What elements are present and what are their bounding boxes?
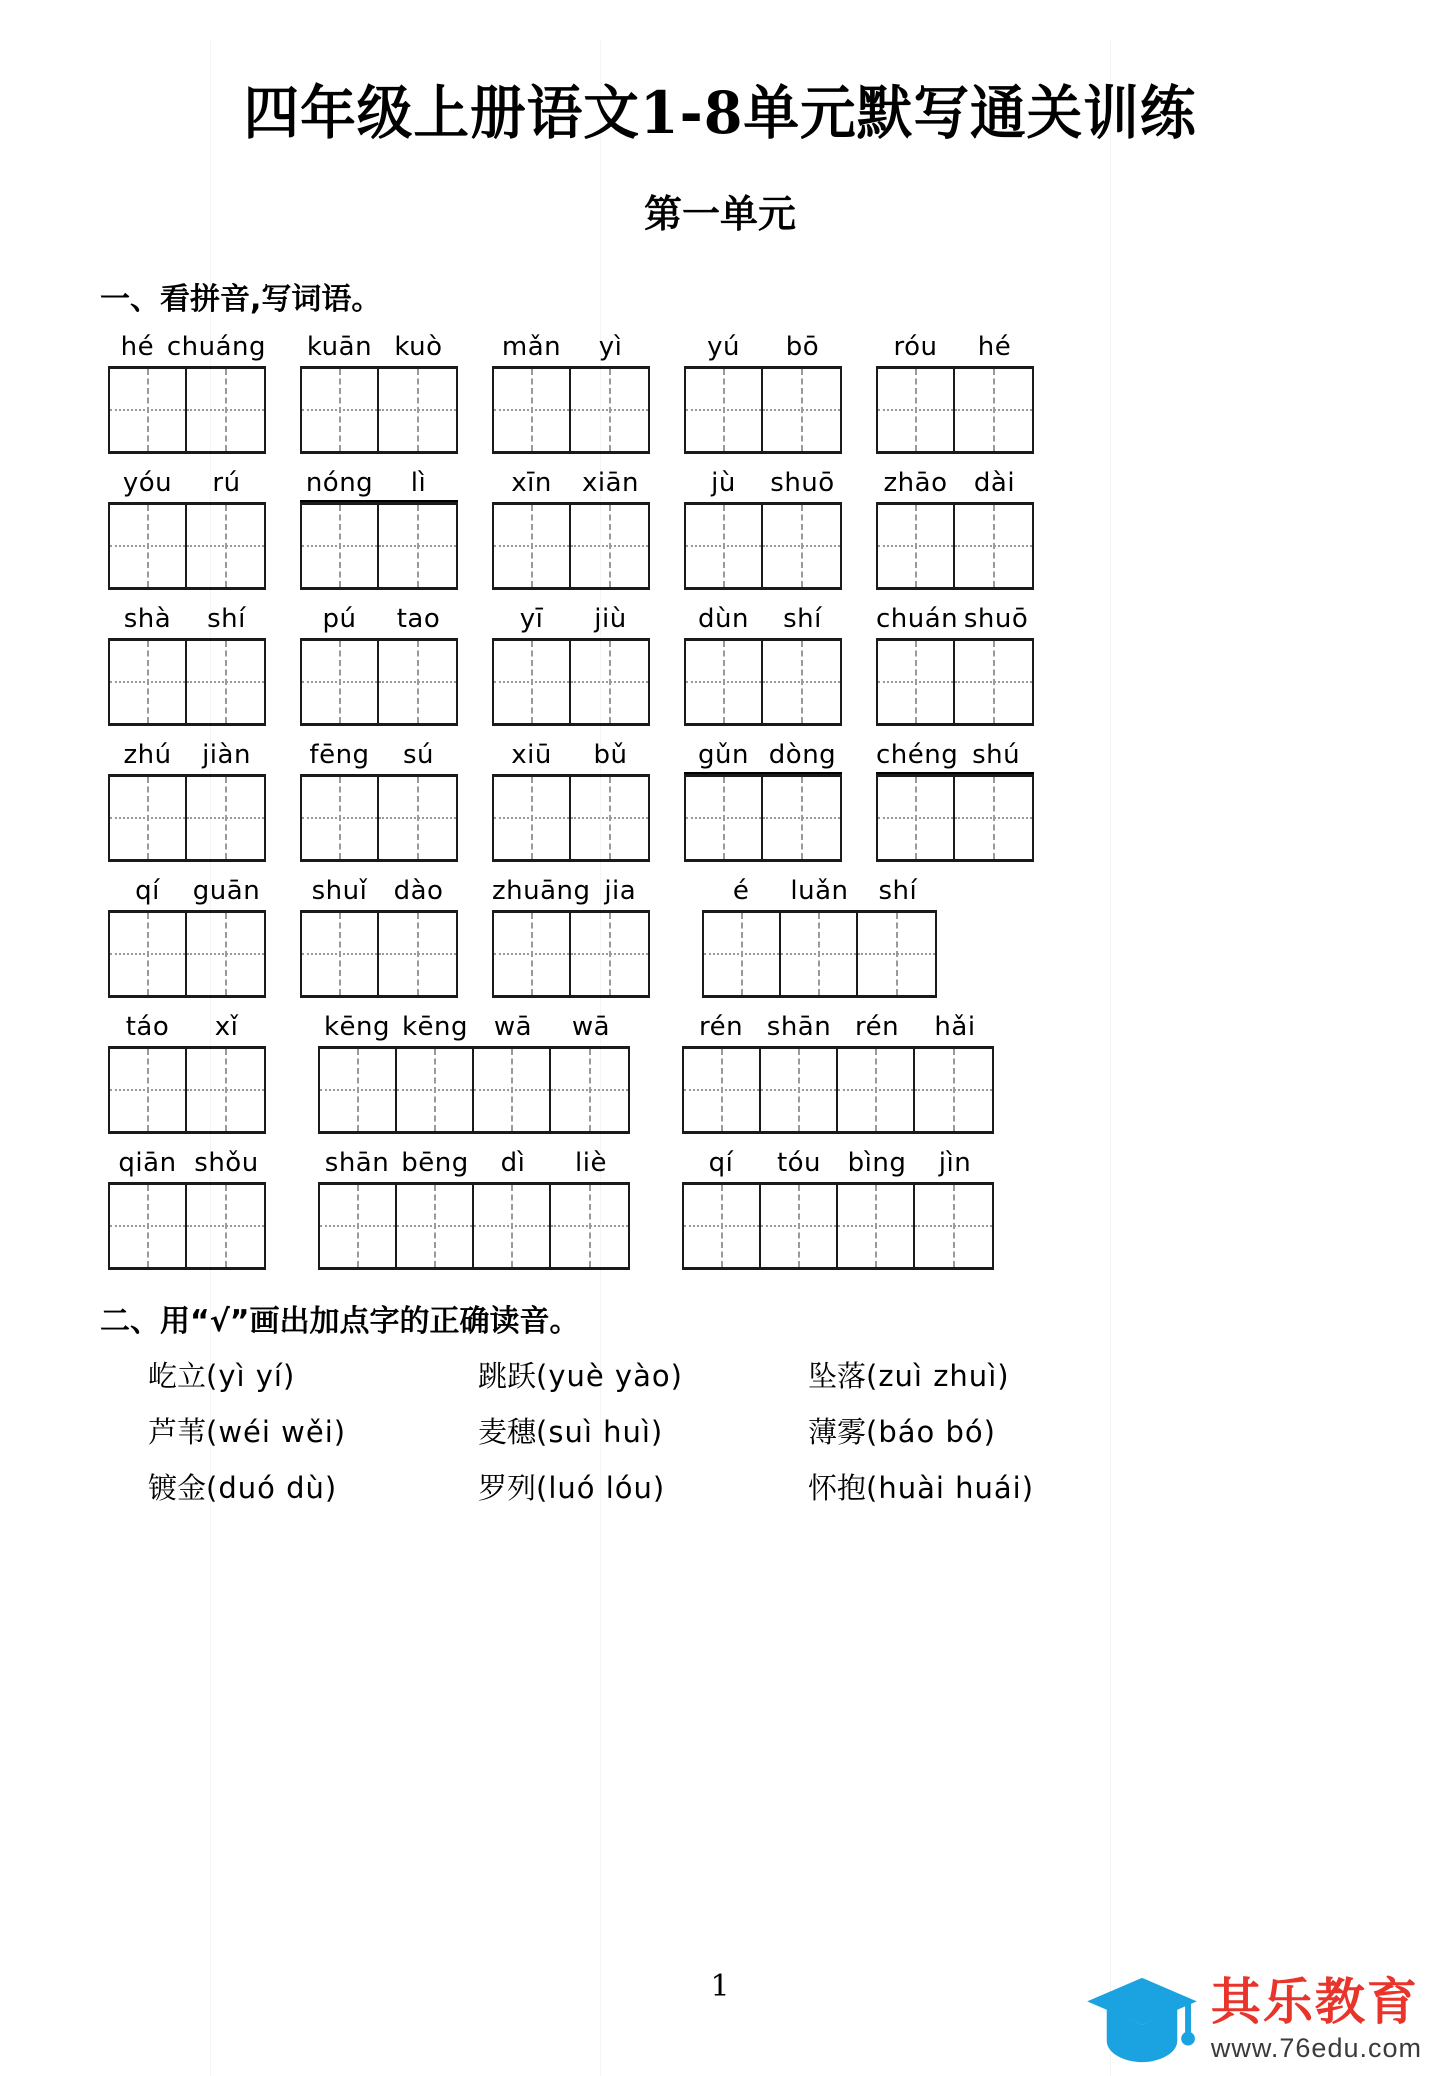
pinyin-syllable: yī (519, 603, 544, 634)
pinyin-label (300, 332, 458, 366)
tianzige-box[interactable] (492, 910, 650, 998)
pinyin-label (108, 876, 266, 910)
writing-cell[interactable] (781, 913, 858, 995)
tianzige-box[interactable] (684, 774, 842, 862)
pinyin-label (876, 468, 1034, 502)
writing-cell[interactable] (110, 777, 187, 859)
choice-item[interactable] (478, 1468, 808, 1508)
page-number: 1 (710, 1968, 730, 2004)
pinyin-label (492, 468, 650, 502)
tianzige-box[interactable] (300, 638, 458, 726)
pinyin-label (492, 604, 650, 638)
word-group (108, 1012, 266, 1134)
section-heading-1: 一、看拼音,写词语。 (100, 281, 382, 317)
grid-row (108, 740, 1400, 862)
pinyin-syllable: shuō (963, 603, 1029, 634)
logo-url: www.76edu.com (1210, 2033, 1422, 2064)
pinyin-syllable: fēng (309, 739, 370, 770)
pronunciation-choice-area (0, 1356, 1440, 1508)
pinyin-label (108, 468, 266, 502)
choice-options[interactable]: (yuè yào) (536, 1358, 683, 1393)
writing-cell[interactable] (858, 913, 935, 995)
word-group (492, 468, 650, 590)
writing-cell[interactable] (686, 641, 763, 723)
word-group (492, 740, 650, 862)
pinyin-syllable: shān (324, 1147, 390, 1178)
choice-item[interactable] (808, 1468, 1138, 1508)
pinyin-syllable: lì (410, 467, 427, 498)
writing-cell[interactable] (761, 1049, 838, 1131)
grid-row (108, 1148, 1400, 1270)
writing-cell[interactable] (955, 505, 1032, 587)
writing-cell[interactable] (494, 369, 571, 451)
tianzige-box[interactable] (108, 910, 266, 998)
choice-word: 跳跃 (478, 1358, 537, 1393)
pinyin-syllable: zhú (123, 739, 172, 770)
writing-cell[interactable] (571, 369, 648, 451)
word-group (492, 332, 650, 454)
writing-cell[interactable] (878, 641, 955, 723)
writing-cell[interactable] (110, 641, 187, 723)
pinyin-syllable: luǎn (790, 875, 849, 906)
pinyin-syllable: rén (698, 1011, 744, 1042)
writing-cell[interactable] (704, 913, 781, 995)
choice-row (148, 1468, 1440, 1508)
tianzige-box[interactable] (876, 638, 1034, 726)
grid-row (108, 468, 1400, 590)
tianzige-box[interactable] (318, 1182, 630, 1270)
writing-cell[interactable] (110, 1185, 187, 1267)
writing-cell[interactable] (955, 369, 1032, 451)
pinyin-label (702, 876, 937, 910)
choice-options[interactable]: (báo bó) (866, 1414, 996, 1449)
pinyin-syllable: jiù (594, 603, 627, 634)
word-group (682, 1012, 994, 1134)
word-group (318, 1012, 630, 1134)
pinyin-label (684, 332, 842, 366)
pinyin-label (300, 740, 458, 774)
writing-cell[interactable] (379, 369, 456, 451)
choice-word: 薄雾 (808, 1414, 867, 1449)
pinyin-syllable: shān (766, 1011, 832, 1042)
pinyin-syllable: yú (707, 331, 740, 362)
pinyin-syllable: shà (123, 603, 172, 634)
pinyin-syllable: chéng (876, 739, 959, 770)
pinyin-syllable: sú (402, 739, 435, 770)
writing-cell[interactable] (494, 641, 571, 723)
choice-options[interactable]: (wéi wěi) (206, 1414, 347, 1449)
pinyin-label (108, 604, 266, 638)
pinyin-grid-area (0, 332, 1440, 1270)
pinyin-syllable: é (732, 875, 750, 906)
tianzige-box[interactable] (682, 1046, 994, 1134)
writing-cell[interactable] (187, 777, 264, 859)
writing-cell[interactable] (494, 777, 571, 859)
pinyin-syllable: róu (893, 331, 938, 362)
word-group (684, 468, 842, 590)
pinyin-syllable: jiàn (202, 739, 251, 770)
pinyin-syllable: kēng (323, 1011, 391, 1042)
pinyin-syllable: tao (396, 603, 441, 634)
word-group (108, 468, 266, 590)
pinyin-syllable: bō (785, 331, 820, 362)
pinyin-syllable: shǒu (194, 1147, 259, 1178)
tianzige-box[interactable] (108, 638, 266, 726)
choice-item[interactable] (148, 1468, 478, 1508)
tianzige-box[interactable] (684, 502, 842, 590)
word-group (492, 604, 650, 726)
writing-cell[interactable] (187, 1049, 264, 1131)
writing-cell[interactable] (838, 1049, 915, 1131)
pinyin-syllable: kuān (306, 331, 373, 362)
writing-cell[interactable] (302, 777, 379, 859)
pinyin-syllable: wā (493, 1011, 533, 1042)
pinyin-syllable: shí (207, 603, 246, 634)
writing-cell[interactable] (915, 1185, 992, 1267)
pinyin-label (300, 876, 458, 910)
pinyin-label (108, 1012, 266, 1046)
word-group (300, 876, 458, 998)
writing-cell[interactable] (551, 1049, 628, 1131)
choice-options[interactable]: (huài huái) (866, 1470, 1035, 1505)
word-group (300, 468, 458, 590)
pinyin-syllable: kuò (394, 331, 443, 362)
graduation-cap-icon (1083, 1972, 1201, 2068)
word-group (108, 1148, 266, 1270)
writing-cell[interactable] (494, 505, 571, 587)
writing-cell[interactable] (878, 505, 955, 587)
tianzige-box[interactable] (300, 774, 458, 862)
tianzige-box[interactable] (682, 1182, 994, 1270)
pinyin-label (684, 468, 842, 502)
pinyin-syllable: dòng (768, 739, 837, 770)
writing-cell[interactable] (302, 913, 379, 995)
choice-row (148, 1412, 1440, 1452)
tianzige-box[interactable] (876, 774, 1034, 862)
word-group (300, 332, 458, 454)
writing-cell[interactable] (397, 1049, 474, 1131)
choice-options[interactable]: (suì huì) (536, 1414, 664, 1449)
pinyin-syllable: dùn (698, 603, 749, 634)
writing-cell[interactable] (187, 1185, 264, 1267)
writing-cell[interactable] (878, 777, 955, 859)
pinyin-syllable: hé (977, 331, 1012, 362)
pinyin-syllable: zhuāng (492, 875, 591, 906)
pinyin-syllable: tóu (776, 1147, 822, 1178)
choice-options[interactable]: (duó dù) (206, 1470, 338, 1505)
tianzige-box[interactable] (876, 366, 1034, 454)
choice-row (148, 1356, 1440, 1396)
pinyin-syllable: zhāo (883, 467, 948, 498)
writing-cell[interactable] (397, 1185, 474, 1267)
pinyin-label (876, 740, 1034, 774)
pinyin-syllable: shuǐ (311, 875, 368, 906)
writing-cell[interactable] (763, 369, 840, 451)
pinyin-syllable: yì (598, 331, 623, 362)
writing-cell[interactable] (320, 1049, 397, 1131)
writing-cell[interactable] (302, 369, 379, 451)
word-group (876, 740, 1034, 862)
writing-cell[interactable] (686, 369, 763, 451)
writing-cell[interactable] (379, 777, 456, 859)
word-group (492, 876, 650, 998)
pinyin-label (684, 740, 842, 774)
writing-cell[interactable] (494, 913, 571, 995)
pinyin-label (684, 604, 842, 638)
brand-logo (1083, 1972, 1422, 2068)
writing-cell[interactable] (320, 1185, 397, 1267)
writing-cell[interactable] (838, 1185, 915, 1267)
pinyin-syllable: qí (135, 875, 160, 906)
writing-cell[interactable] (551, 1185, 628, 1267)
pinyin-syllable: nóng (305, 467, 374, 498)
word-group (300, 604, 458, 726)
choice-item[interactable] (808, 1412, 1138, 1452)
pinyin-syllable: táo (125, 1011, 170, 1042)
pinyin-syllable: qí (708, 1147, 734, 1178)
word-group (318, 1148, 630, 1270)
word-group (876, 468, 1034, 590)
pinyin-syllable: bēng (401, 1147, 469, 1178)
pinyin-syllable: xiān (581, 467, 640, 498)
tianzige-box[interactable] (702, 910, 937, 998)
grid-row (108, 332, 1400, 454)
writing-cell[interactable] (379, 913, 456, 995)
worksheet-page (0, 39, 1440, 2076)
tianzige-box[interactable] (108, 1046, 266, 1134)
pinyin-syllable: guān (192, 875, 261, 906)
pinyin-syllable: dài (973, 467, 1016, 498)
tianzige-box[interactable] (492, 366, 650, 454)
pinyin-syllable: qiān (118, 1147, 177, 1178)
writing-cell[interactable] (763, 505, 840, 587)
writing-cell[interactable] (110, 1049, 187, 1131)
word-group (684, 604, 842, 726)
grid-row (108, 604, 1400, 726)
tianzige-box[interactable] (684, 638, 842, 726)
writing-cell[interactable] (955, 641, 1032, 723)
tianzige-box[interactable] (684, 366, 842, 454)
section-heading-2: 二、用“√”画出加点字的正确读音。 (100, 1303, 580, 1339)
writing-cell[interactable] (379, 505, 456, 587)
writing-cell[interactable] (302, 641, 379, 723)
pinyin-syllable: xīn (511, 467, 552, 498)
tianzige-box[interactable] (108, 1182, 266, 1270)
word-group (108, 740, 266, 862)
writing-cell[interactable] (302, 505, 379, 587)
word-group (876, 604, 1034, 726)
choice-item[interactable] (148, 1412, 478, 1452)
pinyin-syllable: jia (604, 875, 637, 906)
pinyin-label (108, 740, 266, 774)
tianzige-box[interactable] (492, 774, 650, 862)
pinyin-syllable: bìng (847, 1147, 907, 1178)
writing-cell[interactable] (474, 1049, 551, 1131)
writing-cell[interactable] (571, 913, 648, 995)
pinyin-syllable: hé (120, 331, 155, 362)
choice-options[interactable]: (luó lóu) (536, 1470, 666, 1505)
pinyin-label (300, 604, 458, 638)
pinyin-syllable: chuáng (166, 331, 266, 362)
writing-cell[interactable] (571, 505, 648, 587)
writing-cell[interactable] (684, 1185, 761, 1267)
word-group (108, 604, 266, 726)
pinyin-syllable: xǐ (214, 1011, 239, 1042)
writing-cell[interactable] (110, 505, 187, 587)
tianzige-box[interactable] (492, 502, 650, 590)
unit-title: 第一单元 (643, 190, 796, 236)
grid-row (108, 876, 1400, 998)
choice-options[interactable]: (yì yí) (206, 1358, 296, 1393)
pinyin-syllable: shuō (770, 467, 835, 498)
tianzige-box[interactable] (492, 638, 650, 726)
pinyin-syllable: bǔ (593, 739, 628, 770)
tianzige-box[interactable] (300, 910, 458, 998)
writing-cell[interactable] (686, 777, 763, 859)
pinyin-syllable: pú (322, 603, 357, 634)
choice-item[interactable] (478, 1412, 808, 1452)
choice-word: 怀抱 (808, 1470, 867, 1505)
writing-cell[interactable] (955, 777, 1032, 859)
choice-options[interactable]: (zuì zhuì) (866, 1358, 1010, 1393)
word-group (682, 1148, 994, 1270)
pinyin-syllable: gǔn (698, 739, 749, 770)
pinyin-syllable: shú (972, 739, 1021, 770)
tianzige-box[interactable] (108, 774, 266, 862)
word-group (300, 740, 458, 862)
pinyin-syllable: wā (571, 1011, 611, 1042)
pinyin-syllable: rú (212, 467, 241, 498)
pinyin-syllable: hǎi (934, 1011, 976, 1042)
pinyin-label (108, 1148, 266, 1182)
pinyin-syllable: dào (393, 875, 444, 906)
writing-cell[interactable] (187, 641, 264, 723)
writing-cell[interactable] (571, 777, 648, 859)
word-group (108, 332, 266, 454)
pinyin-syllable: rén (854, 1011, 900, 1042)
pinyin-label (682, 1148, 994, 1182)
pinyin-label (876, 332, 1034, 366)
pinyin-syllable: yóu (122, 467, 173, 498)
writing-cell[interactable] (187, 505, 264, 587)
choice-word: 芦苇 (148, 1414, 207, 1449)
choice-word: 镀金 (148, 1470, 207, 1505)
logo-brand-name: 其乐教育 (1210, 1972, 1419, 2032)
choice-item[interactable] (478, 1356, 808, 1396)
word-group (684, 740, 842, 862)
pinyin-syllable: chuán (876, 603, 959, 634)
word-group (702, 876, 937, 998)
tianzige-box[interactable] (108, 366, 266, 454)
word-group (108, 876, 266, 998)
tianzige-box[interactable] (300, 502, 458, 590)
pinyin-label (492, 740, 650, 774)
tianzige-box[interactable] (300, 366, 458, 454)
pinyin-syllable: jù (711, 467, 736, 498)
pinyin-syllable: mǎn (501, 331, 562, 362)
writing-cell[interactable] (187, 913, 264, 995)
pinyin-syllable: shí (783, 603, 822, 634)
choice-word: 坠落 (808, 1358, 867, 1393)
pinyin-label (108, 332, 266, 366)
tianzige-box[interactable] (876, 502, 1034, 590)
pinyin-syllable: xiū (511, 739, 552, 770)
writing-cell[interactable] (915, 1049, 992, 1131)
writing-cell[interactable] (763, 777, 840, 859)
writing-cell[interactable] (684, 1049, 761, 1131)
choice-word: 罗列 (478, 1470, 537, 1505)
writing-cell[interactable] (571, 641, 648, 723)
grid-row (108, 1012, 1400, 1134)
pinyin-syllable: kēng (401, 1011, 469, 1042)
writing-cell[interactable] (110, 913, 187, 995)
tianzige-box[interactable] (318, 1046, 630, 1134)
tianzige-box[interactable] (108, 502, 266, 590)
choice-item[interactable] (808, 1356, 1138, 1396)
pinyin-label (876, 604, 1034, 638)
writing-cell[interactable] (761, 1185, 838, 1267)
pinyin-label (682, 1012, 994, 1046)
pinyin-syllable: liè (575, 1147, 607, 1178)
word-group (876, 332, 1034, 454)
pinyin-syllable: jìn (938, 1147, 972, 1178)
pinyin-label (318, 1148, 630, 1182)
pinyin-syllable: dì (500, 1147, 526, 1178)
word-group (684, 332, 842, 454)
writing-cell[interactable] (187, 369, 264, 451)
pinyin-label (492, 332, 650, 366)
writing-cell[interactable] (878, 369, 955, 451)
pinyin-label (492, 876, 650, 910)
choice-word: 麦穗 (478, 1414, 537, 1449)
choice-word: 屹立 (148, 1358, 207, 1393)
writing-cell[interactable] (686, 505, 763, 587)
writing-cell[interactable] (474, 1185, 551, 1267)
choice-item[interactable] (148, 1356, 478, 1396)
pinyin-label (318, 1012, 630, 1046)
pinyin-syllable: shí (878, 875, 918, 906)
writing-cell[interactable] (379, 641, 456, 723)
pinyin-label (300, 468, 458, 502)
page-title: 四年级上册语文1-8单元默写通关训练 (243, 78, 1197, 147)
writing-cell[interactable] (763, 641, 840, 723)
writing-cell[interactable] (110, 369, 187, 451)
